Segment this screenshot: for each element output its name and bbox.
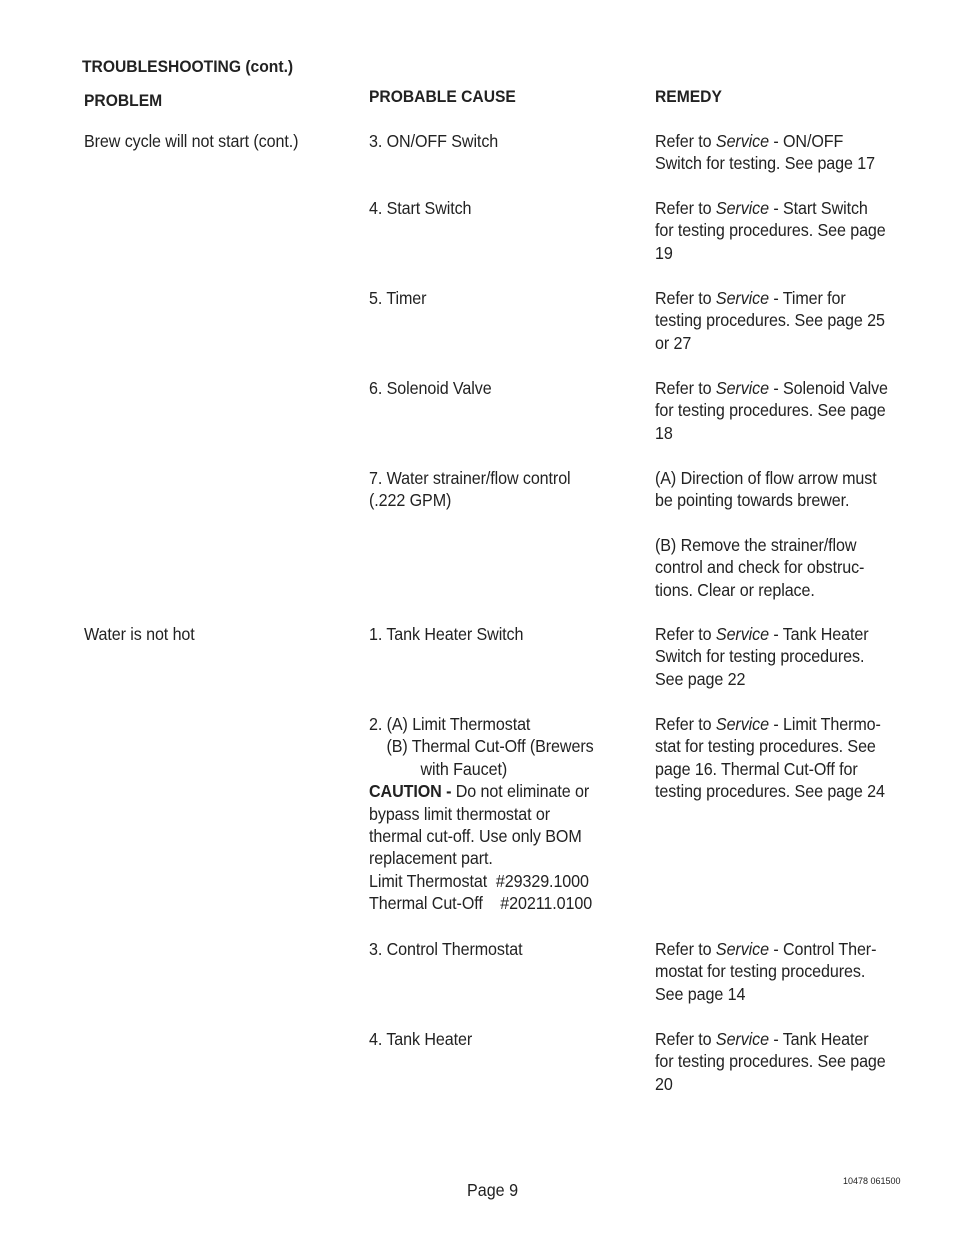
caution-note: CAUTION - Do not eliminate or xyxy=(369,781,590,802)
cause-limit-thermostat: 2. (A) Limit Thermostat (B) Thermal Cut-Off (Brewers with Faucet) CAUTION - Do not eliminate or bypass limit thermostat or thermal cut-off. Use only BOM replacement part. Limit Thermostat #29329.1000 Thermal Cut-Off #20211.0100 xyxy=(369,714,594,914)
remedy-timer: Refer to Service - Timer for testing procedures. See page 25 or 27 xyxy=(655,288,885,353)
remedy-control-thermostat: Refer to Service - Control Ther- mostat for testing procedures. See page 14 xyxy=(655,939,877,1004)
cause-timer: 5. Timer xyxy=(369,288,427,308)
remedy-on-off-switch: Refer to Service - ON/OFF Switch for testing. See page 17 xyxy=(655,131,876,174)
cause-solenoid-valve: 6. Solenoid Valve xyxy=(369,378,492,398)
page-number: Page 9 xyxy=(467,1180,519,1200)
cause-water-strainer: 7. Water strainer/flow control (.222 GPM) xyxy=(369,468,571,511)
remedy-water-strainer-a: (A) Direction of flow arrow must be pointing towards brewer. xyxy=(655,468,877,511)
cause-on-off-switch: 3. ON/OFF Switch xyxy=(369,131,499,151)
cause-control-thermostat: 3. Control Thermostat xyxy=(369,939,523,959)
problem-water-not-hot: Water is not hot xyxy=(84,624,195,644)
cause-tank-heater-switch: 1. Tank Heater Switch xyxy=(369,624,524,644)
header-remedy: REMEDY xyxy=(655,87,722,106)
remedy-limit-thermostat: Refer to Service - Limit Thermo- stat for testing procedures. See page 16. Thermal Cut-Off for testing procedures. See page 24 xyxy=(655,714,885,802)
remedy-start-switch: Refer to Service - Start Switch for testing procedures. See page 19 xyxy=(655,198,886,263)
cause-start-switch: 4. Start Switch xyxy=(369,198,472,218)
part-thermal-cut-off: Thermal Cut-Off #20211.0100 xyxy=(369,893,593,914)
header-problem: PROBLEM xyxy=(84,91,163,110)
problem-brew-cycle: Brew cycle will not start (cont.) xyxy=(84,131,299,151)
section-title: TROUBLESHOOTING (cont.) xyxy=(82,57,294,76)
remedy-tank-heater: Refer to Service - Tank Heater for testing procedures. See page 20 xyxy=(655,1029,886,1094)
remedy-water-strainer-b: (B) Remove the strainer/flow control and check for obstruc- tions. Clear or replace. xyxy=(655,535,865,600)
remedy-solenoid-valve: Refer to Service - Solenoid Valve for testing procedures. See page 18 xyxy=(655,378,888,443)
remedy-tank-heater-switch: Refer to Service - Tank Heater Switch for testing procedures. See page 22 xyxy=(655,624,869,689)
part-limit-thermostat: Limit Thermostat #29329.1000 xyxy=(369,870,589,891)
header-probable-cause: PROBABLE CAUSE xyxy=(369,87,516,106)
document-code: 10478 061500 xyxy=(843,1176,901,1186)
cause-tank-heater: 4. Tank Heater xyxy=(369,1029,473,1049)
